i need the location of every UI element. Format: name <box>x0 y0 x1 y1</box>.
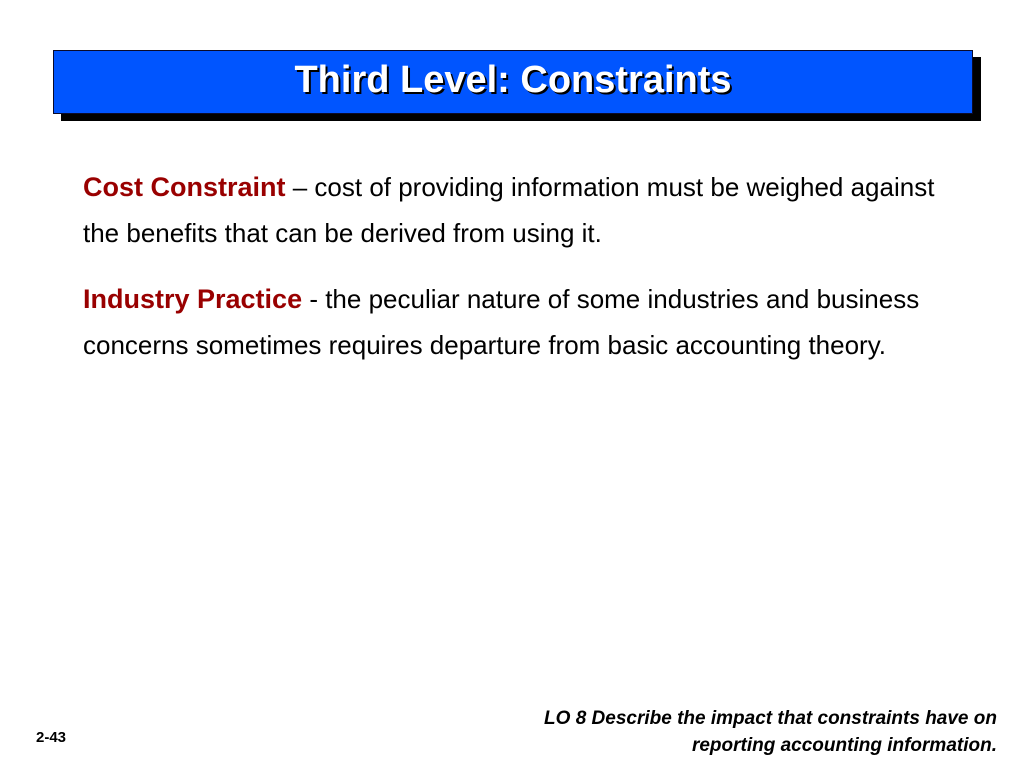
paragraph-industry-practice <box>83 276 963 368</box>
term-cost-constraint: Cost Constraint <box>83 172 286 202</box>
term-industry-practice: Industry Practice <box>83 284 303 314</box>
slide-body <box>83 164 963 388</box>
paragraph-cost-constraint <box>83 164 963 256</box>
learning-objective-line-1: LO 8 Describe the impact that constraints have on <box>544 708 997 729</box>
slide-number: 2-43 <box>36 729 67 746</box>
learning-objective-line-2: reporting accounting information. <box>691 735 997 756</box>
definition-cost-constraint: – cost of providing information must be weighed against the benefits that can be derived from using it. <box>83 172 935 248</box>
title-box <box>53 50 973 114</box>
definition-industry-practice: - the peculiar nature of some industries and business concerns sometimes requires departure from basic accounting theory. <box>83 284 920 360</box>
slide-title: Third Level: Constraints <box>294 58 732 101</box>
learning-objective <box>544 705 997 759</box>
title-banner <box>53 50 973 114</box>
